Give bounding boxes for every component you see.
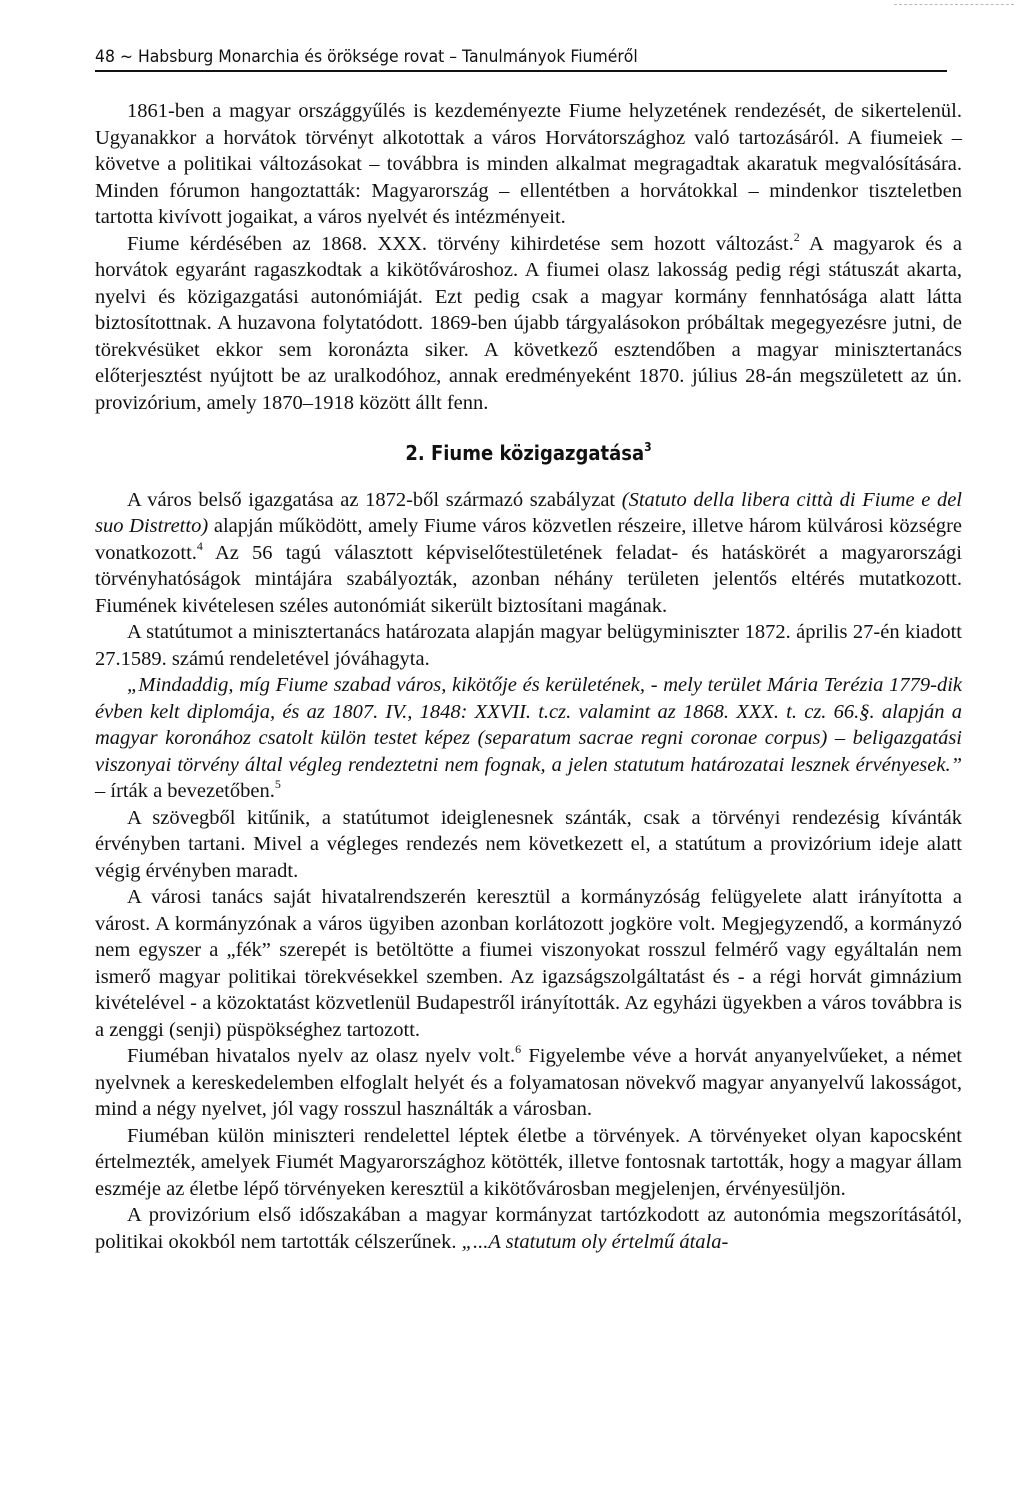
footnote-ref-3: 3: [644, 440, 652, 454]
paragraph-7: A városi tanács saját hivatalrendszerén keresztül a kormányzóság felügyelete alatt irányította a várost. A kormányzónak a város ügyiben azonban korlátozott jogköre volt. Megjegyzendő, a kormányzó nem egyszer a „fék” szerepét is betöltötte a fiumei viszonyokat rosszul felmérő vagy egyáltalán nem ismerő magyar politikai törekvésekkel szemben. Az igazságszolgáltatást és - a régi horvát gimnázium kivételével - a közoktatást közvetlenül Budapestről irányították. Az egyházi ügyekben a város továbbra is a zenggi (senji) püspökséghez tartozott.: [95, 886, 962, 1041]
body-text: [95, 98, 962, 1255]
paragraph-10-italic: „...A statutum oly értelmű átala-: [461, 1230, 729, 1253]
footnote-ref-5: 5: [274, 777, 281, 791]
paragraph-2-text-a: Fiume kérdésében az 1868. XXX. törvény kihirdetése sem hozott változást.: [127, 232, 794, 255]
paragraph-5-quote: [95, 672, 962, 805]
paragraph-8-text-a: Fiuméban hivatalos nyelv az olasz nyelv volt.: [127, 1045, 516, 1067]
tilde-separator: ~: [119, 47, 133, 67]
paragraph-2-text-b: A magyarok és a horvátok egyaránt ragaszkodtak a kikötővároshoz. A fiumei olasz lakosság pedig régi státuszát akarta, nyelvi és közigazgatási autonómiáját. Ezt pedig csak a magyar kormány fennhatósága alatt látta biztosítottnak. A huzavona folytatódott. 1869-ben újabb tárgyalásokon próbáltak megegyezésre jutni, de törekvésüket ekkor sem koronázta siker. A következő esztendőben a magyar minisztertanács előterjesztést nyújtott be az uralkodóhoz, annak eredményeként 1870. július 28-án megszületett az ún. provizórium, amely 1870–1918 között állt fenn.: [95, 232, 962, 414]
page-number: 48: [95, 47, 115, 67]
paragraph-6: A szövegből kitűnik, a statútumot ideiglenesnek szánták, csak a törvényi rendezésig kívánták érvényben tartani. Mivel a végleges rendezés nem következett el, a statútum a provizórium ideje alatt végig érvényben maradt.: [95, 806, 962, 882]
paragraph-9: Fiuméban külön miniszteri rendelettel léptek életbe a törvények. A törvényeket olyan kapocsként értelmezték, amelyek Fiumét Magyarországhoz kötötték, illetve fontosnak tartották, hogy a magyar állam eszméje az életbe lépő törvényeken keresztül a kikötővárosban megjelenjen, érvényesüljön.: [95, 1124, 962, 1200]
header-rule: [95, 70, 947, 72]
paragraph-8: [95, 1043, 962, 1123]
paragraph-3: [95, 487, 962, 620]
section-heading: [138, 440, 918, 467]
quote-italic: „Mindaddig, míg Fiume szabad város, kikötője és kerületének, - mely terület Mária Terézia 1779-dik évben kelt diplomája, és az 1807. IV., 1848: XXVII. t.cz. valamint az 1868. XXX. t. cz. 66.§. alapján a magyar koronához csatolt külön testet képez (separatum sacrae regni coronae corpus) – beligazgatási viszonyai törvény által végleg rendeztetni nem fognak, a jelen statutum határozatai lesznek érvényesek.”: [95, 674, 962, 776]
footnote-ref-6: 6: [515, 1042, 522, 1056]
footnote-ref-4: 4: [196, 538, 203, 553]
statute-title-italic: (Statuto della libera città di Fiume e del suo Distretto): [95, 488, 962, 537]
paragraph-8-text-b: Figyelembe véve a horvát anyanyelvűeket, a német nyelvnek a kereskedelemben elfoglalt helyét és a folyamatosan növekvő magyar anyanyelvű lakosságot, mind a négy nyelvet, jól vagy rosszul használták a városban.: [95, 1045, 962, 1120]
scan-artifact: [894, 4, 1014, 7]
section-heading-text: 2. Fiume közigazgatása: [405, 441, 645, 465]
header-title: Habsburg Monarchia és öröksége rovat – Tanulmányok Fiuméről: [137, 47, 638, 67]
paragraph-10-text-a: A provizórium első időszakában a magyar kormányzat tartózkodott az autonómia megszorításától, politikai okokból nem tartották célszerűnek.: [95, 1204, 962, 1253]
paragraph-3-text-a: A város belső igazgatása az 1872-ből származó szabályzat: [127, 488, 622, 511]
paragraph-2: [95, 231, 962, 417]
paragraph-5-text-b: – írták a bevezetőben.: [95, 780, 275, 802]
footnote-ref-2: 2: [793, 229, 800, 244]
paragraph-1: 1861-ben a magyar országgyűlés is kezdeményezte Fiume helyzetének rendezését, de sikertelenül. Ugyanakkor a horvátok törvényt alkotottak a város Horvátországhoz való tartozásáról. A fiumeiek – követve a politikai változásokat – továbbra is minden alkalmat megragadtak akaratuk megvalósítására. Minden fórumon hangoztatták: Magyarország – ellentétben a horvátokkal – mindenkor tiszteletben tartotta kivívott jogaikat, a város nyelvét és intézményeit.: [95, 100, 962, 228]
paragraph-4: A statútumot a minisztertanács határozata alapján magyar belügyminiszter 1872. április 27-én kiadott 27.1589. számú rendeletével jóváhagyta.: [95, 621, 962, 670]
paragraph-3-text-b: alapján működött, amely Fiume város közvetlen részeire, illetve három külvárosi községre vonatkozott.: [95, 515, 962, 564]
paragraph-10: [95, 1202, 962, 1255]
running-header: [95, 42, 893, 72]
paragraph-3-text-c: Az 56 tagú választott képviselőtestületének feladat- és hatáskörét a magyarországi törvényhatóságok mintájára szabályozták, azonban néhány területen jelentős eltérés mutatkozott. Fiumének kivételesen széles autonómiát sikerült biztosítani magának.: [95, 541, 962, 617]
